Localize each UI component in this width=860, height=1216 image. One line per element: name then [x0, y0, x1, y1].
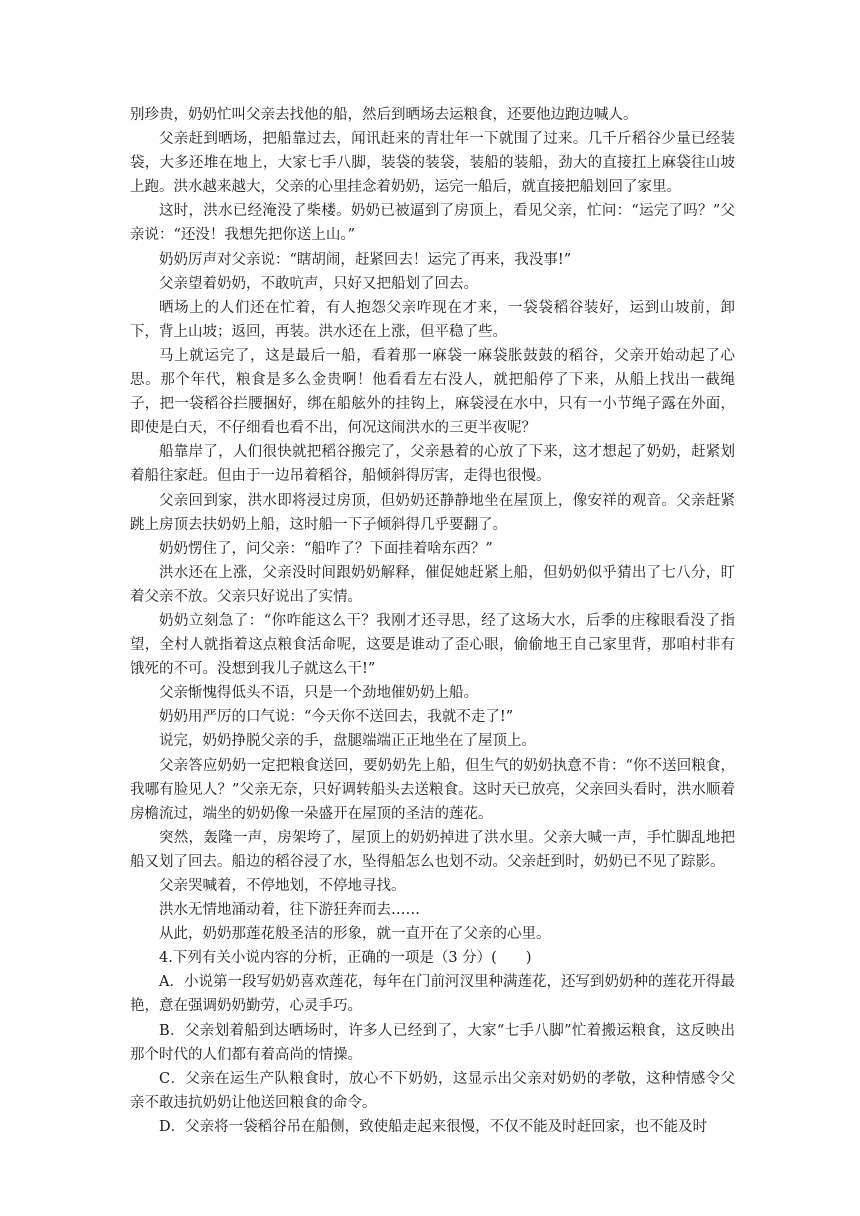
- paragraph: 马上就运完了，这是最后一船，看着那一麻袋一麻袋胀鼓鼓的稻谷，父亲开始动起了心思。那个年代，粮食是多么金贵啊！他看看左右没人，就把船停了下来，从船上找出一截绳子，把一袋稻谷拦腰捆好，绑在船舷外的挂钩上，麻袋浸在水中，只有一小节绳子露在外面，即使是白天，不仔细看也看不出，何况这闹洪水的三更半夜呢？: [130, 347, 735, 437]
- paragraph: 晒场上的人们还在忙着，有人抱怨父亲咋现在才来，一袋袋稻谷装好，运到山坡前，卸下，背上山坡；返回，再装。洪水还在上涨，但平稳了些。: [130, 299, 735, 340]
- paragraph: 父亲回到家，洪水即将浸过房顶，但奶奶还静静地坐在屋顶上，像安祥的观音。父亲赶紧跳上房顶去扶奶奶上船，这时船一下子倾斜得几乎要翻了。: [130, 492, 735, 533]
- paragraph: 父亲惭愧得低头不语，只是一个劲地催奶奶上船。: [159, 685, 478, 702]
- paragraph: 从此，奶奶那莲花般圣洁的形象，就一直开在了父亲的心里。: [159, 926, 551, 943]
- paragraph: 洪水还在上涨，父亲没时间跟奶奶解释，催促她赶紧上船，但奶奶似乎猜出了七八分，盯着父亲不放。父亲只好说出了实情。: [130, 564, 735, 605]
- paragraph: 洪水无情地涌动着，往下游狂奔而去……: [159, 902, 420, 919]
- paragraph: 父亲哭喊着，不停地划，不停地寻找。: [159, 878, 406, 894]
- question-stem: 4.下列有关小说内容的分析，正确的一项是（3 分）( ): [159, 950, 532, 967]
- paragraph: 说完，奶奶挣脱父亲的手，盘腿端端正正地坐在了屋顶上。: [159, 733, 536, 750]
- paragraph: 父亲赶到晒场，把船靠过去，闻讯赶来的青壮年一下就围了过来。几千斤稻谷少量已经装袋，大多还堆在地上，大家七手八脚，装袋的装袋，装船的装船，劲大的直接扛上麻袋往山坡上跑。洪水越来越大，父亲的心里挂念着奶奶，运完一船后，就直接把船划回了家里。: [130, 131, 735, 196]
- paragraph: 突然，轰隆一声，房架垮了，屋顶上的奶奶掉进了洪水里。父亲大喊一声，手忙脚乱地把船又划了回去。船边的稻谷浸了水，坠得船怎么也划不动。父亲赶到时，奶奶已不见了踪影。: [130, 829, 735, 870]
- paragraph: 父亲望着奶奶，不敢吭声，只好又把船划了回去。: [159, 275, 478, 292]
- paragraph: 奶奶愣住了，问父亲：“船咋了？下面挂着啥东西？”: [159, 540, 493, 557]
- paragraph: 这时，洪水已经淹没了柴楼。奶奶已被逼到了房顶上，看见父亲，忙问：“运完了吗？”父亲说：“还没！我想先把你送上山。”: [130, 203, 735, 244]
- option-b: B．父亲划着船到达晒场时，许多人已经到了，大家“七手八脚”忙着搬运粮食，这反映出那个时代的人们都有着高尚的情操。: [130, 1022, 735, 1063]
- document-body: [130, 103, 735, 1139]
- option-c: C．父亲在运生产队粮食时，放心不下奶奶，这显示出父亲对奶奶的孝敬，这种情感令父亲不敢违抗奶奶让他送回粮食的命令。: [130, 1070, 735, 1111]
- option-d: D．父亲将一袋稻谷吊在船侧，致使船走起来很慢，不仅不能及时赶回家，也不能及时: [159, 1118, 708, 1135]
- paragraph-continuation: 别珍贵，奶奶忙叫父亲去找他的船，然后到晒场去运粮食，还要他边跑边喊人。: [130, 107, 638, 123]
- paragraph: 父亲答应奶奶一定把粮食送回，要奶奶先上船，但生气的奶奶执意不肯：“你不送回粮食，我哪有脸见人？”父亲无奈，只好调转船头去送粮食。这时天已放亮，父亲回头看时，洪水顺着房檐流过，端坐的奶奶像一朵盛开在屋顶的圣洁的莲花。: [130, 757, 735, 822]
- paragraph: 奶奶立刻急了：“你咋能这么干？我刚才还寻思，经了这场大水，后季的庄稼眼看没了指望，全村人就指着这点粮食活命呢，这要是谁动了歪心眼，偷偷地王自己家里背，那咱村非有饿死的不可。没想到我儿子就这么干!”: [130, 612, 735, 678]
- paragraph: 奶奶用严厉的口气说：“今天你不送回去，我就不走了!”: [159, 709, 514, 726]
- paragraph: 船靠岸了，人们很快就把稻谷搬完了，父亲悬着的心放了下来，这才想起了奶奶，赶紧划着船往家赶。但由于一边吊着稻谷，船倾斜得厉害，走得也很慢。: [130, 444, 735, 485]
- option-a: A．小说第一段写奶奶喜欢莲花，每年在门前河汊里种满莲花，还写到奶奶种的莲花开得最艳，意在强调奶奶勤劳，心灵手巧。: [130, 974, 735, 1015]
- paragraph: 奶奶厉声对父亲说：“瞎胡闹，赶紧回去！运完了再来，我没事!”: [159, 251, 572, 268]
